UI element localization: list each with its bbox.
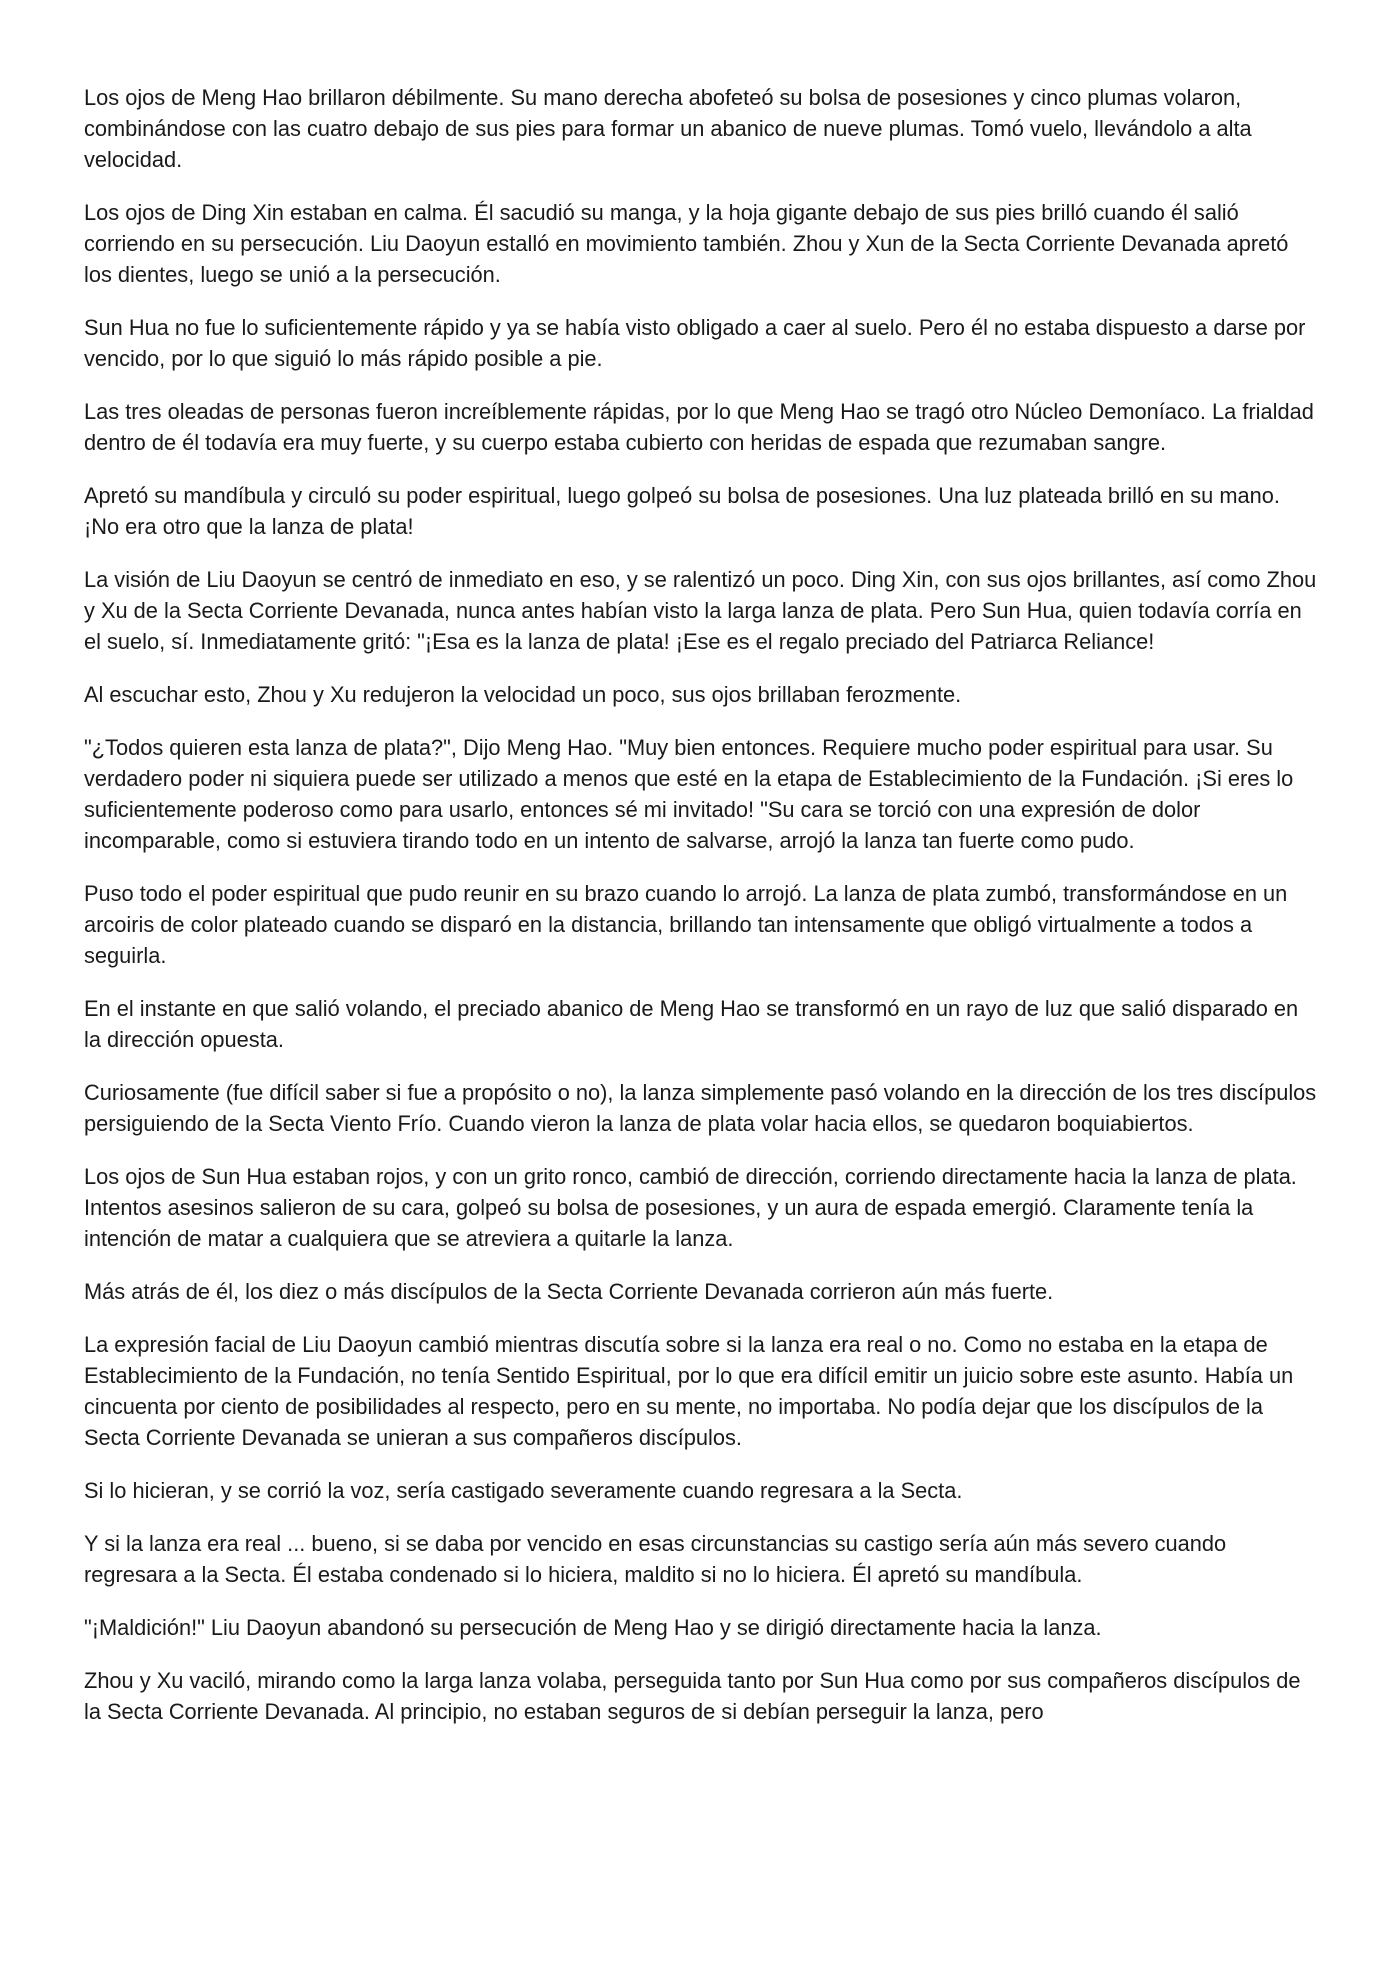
paragraph: Más atrás de él, los diez o más discípulos de la Secta Corriente Devanada corrieron aún más fuerte. bbox=[84, 1279, 1054, 1304]
paragraph: La expresión facial de Liu Daoyun cambió mientras discutía sobre si la lanza era real o no. Como no estaba en la etapa de Establecimiento de la Fundación, no tenía Sentido Espiritual, por lo que era difícil emitir un juicio sobre este asunto. Había un cincuenta por ciento de posibilidades al respecto, pero en su mente, no importaba. No podía dejar que los discípulos de la Secta Corriente Devanada se unieran a sus compañeros discípulos. bbox=[84, 1332, 1294, 1450]
paragraph: Curiosamente (fue difícil saber si fue a propósito o no), la lanza simplemente pasó volando en la dirección de los tres discípulos persiguiendo de la Secta Viento Frío. Cuando vieron la lanza de plata volar hacia ellos, se quedaron boquiabiertos. bbox=[84, 1080, 1317, 1136]
paragraph: Zhou y Xu vaciló, mirando como la larga lanza volaba, perseguida tanto por Sun Hua como por sus compañeros discípulos de la Secta Corriente Devanada. Al principio, no estaban seguros de si debían perseguir la lanza, pero bbox=[84, 1668, 1301, 1724]
document-page bbox=[84, 82, 1320, 1749]
paragraph: Al escuchar esto, Zhou y Xu redujeron la velocidad un poco, sus ojos brillaban ferozmente. bbox=[84, 682, 962, 707]
paragraph: Las tres oleadas de personas fueron increíblemente rápidas, por lo que Meng Hao se tragó otro Núcleo Demoníaco. La frialdad dentro de él todavía era muy fuerte, y su cuerpo estaba cubierto con heridas de espada que rezumaban sangre. bbox=[84, 399, 1314, 455]
paragraph: La visión de Liu Daoyun se centró de inmediato en eso, y se ralentizó un poco. Ding Xin, con sus ojos brillantes, así como Zhou y Xu de la Secta Corriente Devanada, nunca antes habían visto la larga lanza de plata. Pero Sun Hua, quien todavía corría en el suelo, sí. Inmediatamente gritó: "¡Esa es la lanza de plata! ¡Ese es el regalo preciado del Patriarca Reliance! bbox=[84, 567, 1317, 654]
paragraph: Sun Hua no fue lo suficientemente rápido y ya se había visto obligado a caer al suelo. Pero él no estaba dispuesto a darse por vencido, por lo que siguió lo más rápido posible a pie. bbox=[84, 315, 1306, 371]
paragraph: Si lo hicieran, y se corrió la voz, sería castigado severamente cuando regresara a la Secta. bbox=[84, 1478, 963, 1503]
paragraph: "¡Maldición!" Liu Daoyun abandonó su persecución de Meng Hao y se dirigió directamente hacia la lanza. bbox=[84, 1615, 1102, 1640]
paragraph: En el instante en que salió volando, el preciado abanico de Meng Hao se transformó en un rayo de luz que salió disparado en la dirección opuesta. bbox=[84, 996, 1299, 1052]
paragraph: Los ojos de Ding Xin estaban en calma. Él sacudió su manga, y la hoja gigante debajo de sus pies brilló cuando él salió corriendo en su persecución. Liu Daoyun estalló en movimiento también. Zhou y Xun de la Secta Corriente Devanada apretó los dientes, luego se unió a la persecución. bbox=[84, 200, 1289, 287]
paragraph: Los ojos de Sun Hua estaban rojos, y con un grito ronco, cambió de dirección, corriendo directamente hacia la lanza de plata. Intentos asesinos salieron de su cara, golpeó su bolsa de posesiones, y un aura de espada emergió. Claramente tenía la intención de matar a cualquiera que se atreviera a quitarle la lanza. bbox=[84, 1164, 1297, 1251]
paragraph: Puso todo el poder espiritual que pudo reunir en su brazo cuando lo arrojó. La lanza de plata zumbó, transformándose en un arcoiris de color plateado cuando se disparó en la distancia, brillando tan intensamente que obligó virtualmente a todos a seguirla. bbox=[84, 881, 1288, 968]
paragraph: "¿Todos quieren esta lanza de plata?", Dijo Meng Hao. "Muy bien entonces. Requiere mucho poder espiritual para usar. Su verdadero poder ni siquiera puede ser utilizado a menos que esté en la etapa de Establecimiento de la Fundación. ¡Si eres lo suficientemente poderoso como para usarlo, entonces sé mi invitado! "Su cara se torció con una expresión de dolor incomparable, como si estuviera tirando todo en un intento de salvarse, arrojó la lanza tan fuerte como pudo. bbox=[84, 735, 1294, 853]
paragraph: Y si la lanza era real ... bueno, si se daba por vencido en esas circunstancias su castigo sería aún más severo cuando regresara a la Secta. Él estaba condenado si lo hiciera, maldito si no lo hiciera. Él apretó su mandíbula. bbox=[84, 1531, 1227, 1587]
paragraph: Los ojos de Meng Hao brillaron débilmente. Su mano derecha abofeteó su bolsa de posesiones y cinco plumas volaron, combinándose con las cuatro debajo de sus pies para formar un abanico de nueve plumas. Tomó vuelo, llevándolo a alta velocidad. bbox=[84, 85, 1252, 172]
paragraph: Apretó su mandíbula y circuló su poder espiritual, luego golpeó su bolsa de posesiones. Una luz plateada brilló en su mano. ¡No era otro que la lanza de plata! bbox=[84, 483, 1280, 539]
